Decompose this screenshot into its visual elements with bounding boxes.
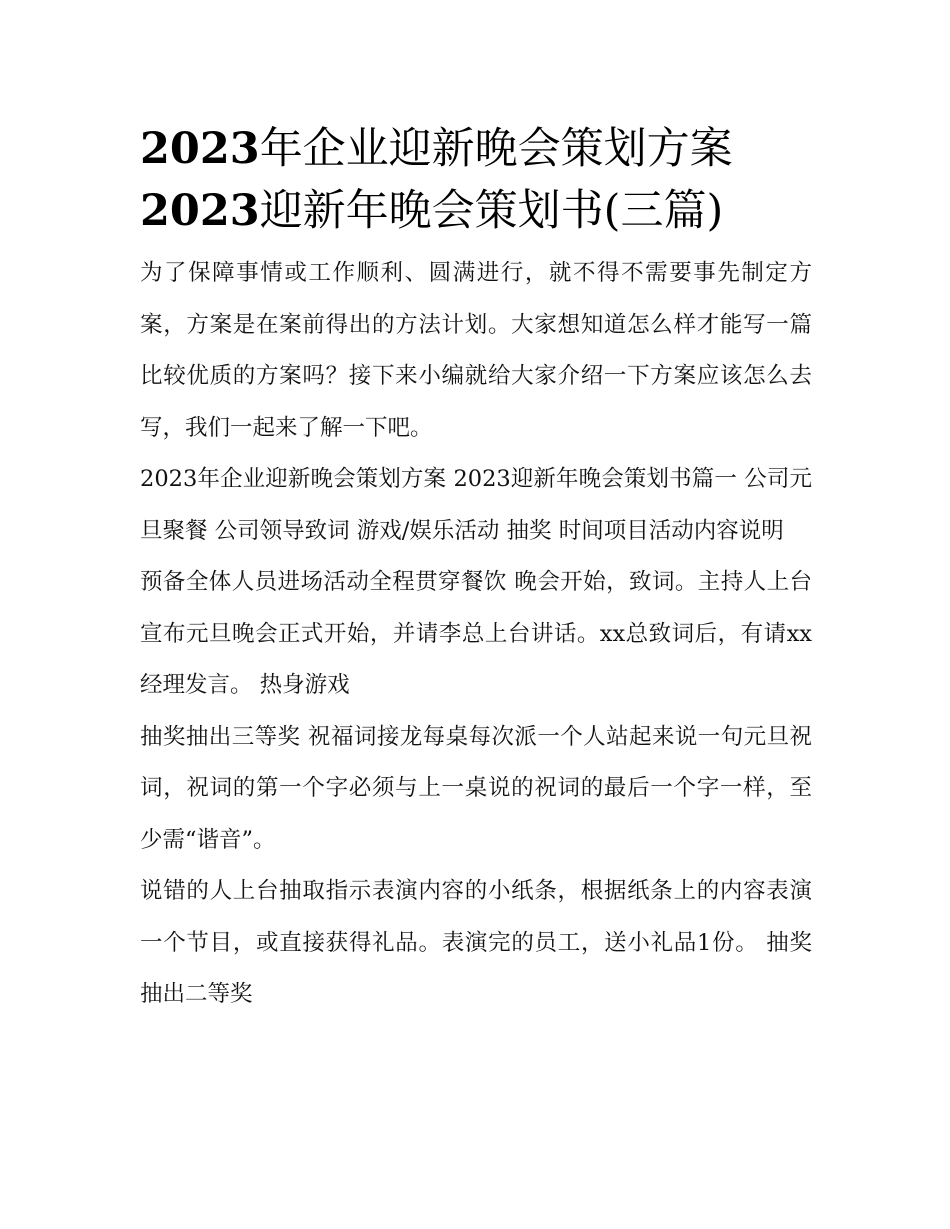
paragraph-performance: 说错的人上台抽取指示表演内容的小纸条，根据纸条上的内容表演一个节目，或直接获得礼品。表演完的员工，送小礼品1份。 抽奖抽出二等奖: [140, 878, 812, 1007]
paragraph-section-one: 2023年企业迎新晚会策划方案 2023迎新年晚会策划书篇一 公司元旦聚餐 公司领导致词 游戏/娱乐活动 抽奖 时间项目活动内容说明: [140, 466, 812, 544]
paragraph-blessing-game: 抽奖抽出三等奖 祝福词接龙每桌每次派一个人站起来说一句元旦祝词，祝词的第一个字必须与上一桌说的祝词的最后一个字一样，至少需“谐音”。: [140, 723, 812, 853]
title-line2-text: 迎新年晚会策划书(三篇): [259, 186, 724, 236]
paragraph-intro: 为了保障事情或工作顺利、圆满进行，就不得不需要事先制定方案，方案是在案前得出的方法计划。大家想知道怎么样才能写一篇比较优质的方案吗？接下来小编就给大家介绍一下方案应该怎么去写，我们一起来了解一下吧。: [140, 260, 812, 441]
title-line1-year: 2023: [140, 124, 260, 174]
title-line2-year: 2023: [140, 186, 260, 236]
title-line1-text: 年企业迎新晚会策划方案: [259, 124, 733, 174]
paragraph-opening: 预备全体人员进场活动全程贯穿餐饮 晚会开始，致词。主持人上台宣布元旦晚会正式开始，并请李总上台讲话。xx总致词后，有请xx经理发言。 热身游戏: [140, 569, 812, 698]
document-body: [140, 118, 812, 1021]
document-title: [140, 118, 812, 242]
